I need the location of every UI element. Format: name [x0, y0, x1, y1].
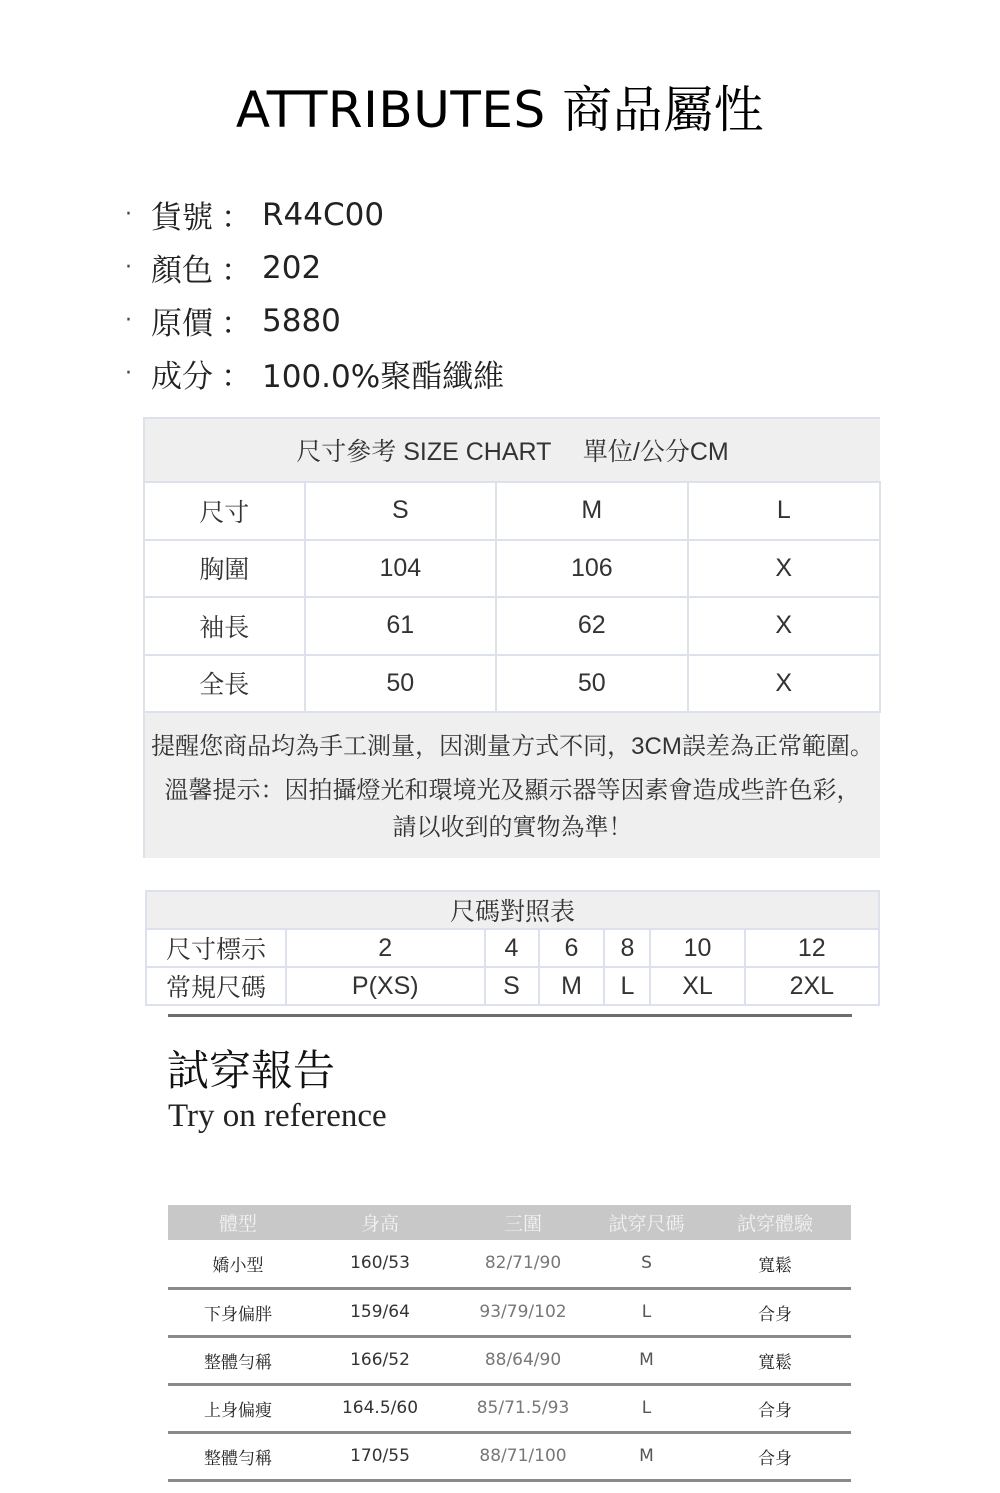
body-type: 整體勻稱 — [168, 1432, 308, 1480]
row-label: 袖長 — [144, 597, 305, 655]
column-header: 三圍 — [452, 1205, 594, 1240]
cell: 6 — [539, 929, 605, 967]
cell: 50 — [496, 655, 688, 713]
fit-experience: 合身 — [699, 1288, 851, 1336]
cell: 2 — [286, 929, 485, 967]
measurements: 82/71/90 — [452, 1240, 594, 1288]
bullet-icon: · — [125, 255, 132, 280]
cell: 61 — [305, 597, 497, 655]
cell: XL — [650, 967, 744, 1005]
measurements: 88/64/90 — [452, 1336, 594, 1384]
tried-size: M — [594, 1336, 699, 1384]
table-row — [168, 1240, 851, 1288]
cell: X — [688, 655, 880, 713]
body-type: 嬌小型 — [168, 1240, 308, 1288]
column-header: 試穿尺碼 — [594, 1205, 699, 1240]
tried-size: S — [594, 1240, 699, 1288]
cell: 4 — [485, 929, 539, 967]
attribute-separator: ： — [221, 253, 252, 289]
attribute-item-price — [125, 294, 504, 347]
column-header: L — [688, 482, 880, 540]
measurements: 88/71/100 — [452, 1432, 594, 1480]
attribute-separator: ： — [221, 306, 252, 342]
page-title: ATTRIBUTES 商品屬性 — [235, 81, 765, 139]
color-note-line2: 請以收到的實物為準！ — [392, 814, 633, 841]
color-note-row — [144, 770, 880, 858]
attribute-label: 顏色 — [151, 253, 213, 289]
attribute-label: 貨號 — [151, 200, 213, 236]
tryon-table — [168, 1205, 851, 1482]
table-row — [144, 540, 880, 598]
attribute-separator: ： — [221, 200, 252, 236]
attribute-item-material — [125, 347, 504, 400]
attribute-value: R44C00 — [262, 196, 385, 233]
cell: X — [688, 597, 880, 655]
body-type: 上身偏瘦 — [168, 1384, 308, 1432]
row-label: 胸圍 — [144, 540, 305, 598]
fit-experience: 寬鬆 — [699, 1240, 851, 1288]
height-weight: 170/55 — [308, 1432, 452, 1480]
table-row — [146, 967, 879, 1005]
attribute-value: 202 — [262, 249, 322, 286]
measurement-note-row — [144, 712, 880, 770]
table-row — [146, 929, 879, 967]
size-mapping-title: 尺碼對照表 — [146, 891, 879, 929]
row-label: 全長 — [144, 655, 305, 713]
attribute-label: 成分 — [151, 359, 213, 395]
cell: X — [688, 540, 880, 598]
attribute-item-sku — [125, 188, 504, 241]
tryon-title: 試穿報告 — [167, 1046, 336, 1095]
column-header: 體型 — [168, 1205, 308, 1240]
column-header: S — [305, 482, 497, 540]
column-header: 尺寸 — [144, 482, 305, 540]
color-note-line1: 溫馨提示：因拍攝燈光和環境光及顯示器等因素會造成些許色彩， — [164, 777, 861, 804]
height-weight: 160/53 — [308, 1240, 452, 1288]
tryon-subtitle: Try on reference — [168, 1098, 387, 1134]
table-row — [168, 1384, 851, 1432]
measurements: 93/79/102 — [452, 1288, 594, 1336]
height-weight: 159/64 — [308, 1288, 452, 1336]
body-type: 下身偏胖 — [168, 1288, 308, 1336]
measurement-note: 提醒您商品均為手工測量，因測量方式不同，3CM誤差為正常範圍。 — [144, 712, 880, 770]
tried-size: L — [594, 1384, 699, 1432]
table-row — [168, 1288, 851, 1336]
color-note — [144, 770, 880, 858]
cell: M — [539, 967, 605, 1005]
cell: 106 — [496, 540, 688, 598]
size-mapping-table — [145, 890, 880, 1006]
fit-experience: 寬鬆 — [699, 1336, 851, 1384]
cell: 2XL — [745, 967, 879, 1005]
cell: 10 — [650, 929, 744, 967]
cell: 12 — [745, 929, 879, 967]
cell: P(XS) — [286, 967, 485, 1005]
attribute-list — [125, 188, 504, 400]
attribute-item-color — [125, 241, 504, 294]
attribute-label: 原價 — [151, 306, 213, 342]
cell: L — [604, 967, 650, 1005]
tried-size: L — [594, 1288, 699, 1336]
table-row — [168, 1336, 851, 1384]
fit-experience: 合身 — [699, 1384, 851, 1432]
row-label: 尺寸標示 — [146, 929, 286, 967]
attribute-value: 5880 — [262, 302, 341, 339]
body-type: 整體勻稱 — [168, 1336, 308, 1384]
fit-experience: 合身 — [699, 1432, 851, 1480]
size-chart-title: 尺寸參考 SIZE CHART 單位/公分CM — [144, 418, 880, 482]
cell: 8 — [604, 929, 650, 967]
cell: 104 — [305, 540, 497, 598]
bullet-icon: · — [125, 308, 132, 333]
column-header: 身高 — [308, 1205, 452, 1240]
section-divider — [168, 1014, 852, 1017]
height-weight: 164.5/60 — [308, 1384, 452, 1432]
tryon-header-row — [168, 1205, 851, 1240]
cell: 50 — [305, 655, 497, 713]
attribute-separator: ： — [221, 359, 252, 395]
bullet-icon: · — [125, 202, 132, 227]
table-row — [144, 597, 880, 655]
measurements: 85/71.5/93 — [452, 1384, 594, 1432]
size-mapping-header — [146, 891, 879, 929]
table-row — [168, 1432, 851, 1480]
size-chart-table — [143, 417, 881, 858]
cell: S — [485, 967, 539, 1005]
table-row — [144, 655, 880, 713]
cell: 62 — [496, 597, 688, 655]
size-chart-header — [144, 418, 880, 482]
size-chart-columns — [144, 482, 880, 540]
row-label: 常規尺碼 — [146, 967, 286, 1005]
column-header: 試穿體驗 — [699, 1205, 851, 1240]
height-weight: 166/52 — [308, 1336, 452, 1384]
tried-size: M — [594, 1432, 699, 1480]
attribute-value: 100.0%聚酯纖維 — [262, 359, 505, 395]
bullet-icon: · — [125, 361, 132, 386]
column-header: M — [496, 482, 688, 540]
